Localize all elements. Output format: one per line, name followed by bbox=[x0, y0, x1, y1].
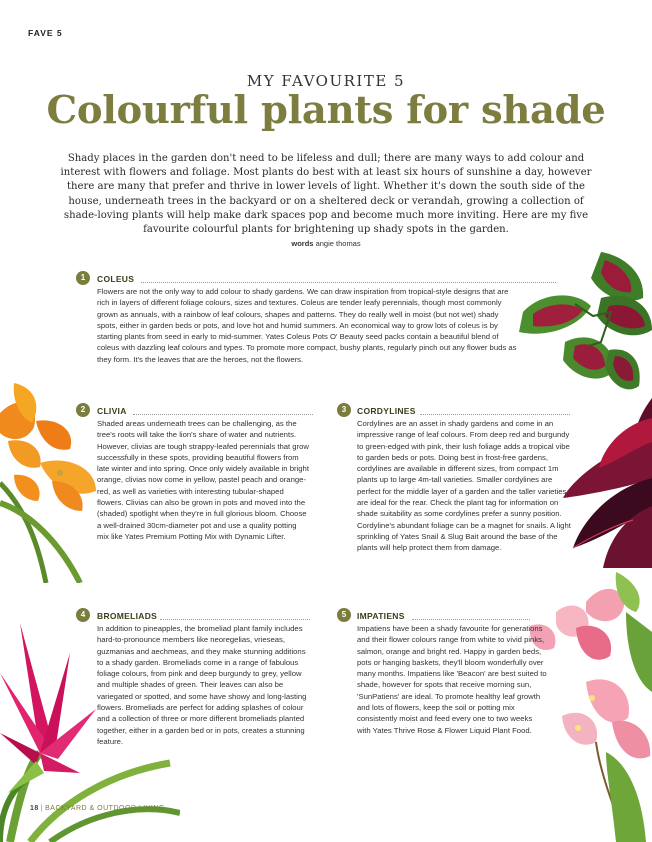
section-tag: FAVE 5 bbox=[28, 28, 63, 38]
dotted-leader bbox=[141, 282, 556, 283]
section-body-impatiens: Impatiens have been a shady favourite for generations and their flower colours range from white to vivid pinks, salmon, orange and bright red. Happy in garden beds, pots or hanging baskets, they'll bloom wonderfully over many months. Impatiens like 'Beacon' are best suited to shade, however for spots that receive morning sun, 'SunPatiens' are ideal. To promote healthy leaf growth and lots of flowers, keep the soil or potting mix consistently moist and feed every one to two weeks with Yates Thrive Rose & Flower Liquid Plant Food. bbox=[357, 624, 547, 735]
intro-paragraph: Shady places in the garden don't need to be lifeless and dull; there are many ways to add colour and interest with flowers and foliage. Most plants do best with at least six hours of sunshine a day, however there are many that prefer and thrive in lower levels of light. Whether it's down the south side of the house, underneath trees in the backyard or on a sheltered deck or verandah, growing a collection of shade-loving plants will help make dark spaces pop and become much more inviting. Here are my five favourite colourful plants for brightening up shady spots in the garden. bbox=[60, 153, 592, 236]
section-number-badge: 2 bbox=[76, 403, 90, 417]
dotted-leader bbox=[412, 619, 530, 620]
section-number-badge: 1 bbox=[76, 271, 90, 285]
coleus-leaves-image bbox=[505, 246, 652, 406]
section-body-cordylines: Cordylines are an asset in shady gardens and come in an impressive range of leaf colours. From deep red and burgundy to green-edged with pink, their lush foliage adds a tropical vibe to garden beds or pots. Doing best in frost-free gardens, cordylines are available in different sizes, from compact 1m plants up to large 4m-tall varieties. Smaller cordylines are perfect for the middle layer of a garden and the taller varieties are ideal for the rear. Check the plant tag for information on shade suitability as some cordylines prefer a sunny position. Cordyline's abundant foliage can be a magnet for snails. A light sprinkling of Yates Snail & Slug Bait around the base of the plants will help protect them from damage. bbox=[357, 419, 571, 553]
page-footer: 18 | BACKYARD & OUTDOOR LIVING bbox=[30, 805, 165, 812]
section-body-coleus: Flowers are not the only way to add colour to shady gardens. We can draw inspiration from tropical-style designs that are rich in layers of different foliage colours, sizes and textures. Coleus are tender leafy perennials, though most commonly grown as annuals, with a rainbow of leaf colours, shapes and patterns. They do really well in moist (but not wet) shady spots, either in garden beds or pots, and love hot and humid summers. An economical way to grow lots of coleus is by starting plants from seed in early to mid-summer. Yates Coleus Pots O' Beauty seed packs contain a beautiful blend of coleus with dazzling leaf colours and types. To promote more compact, bushy plants, regularly pinch out any flower buds as they form. It's the leaves that are the heroes, not the flowers. bbox=[97, 287, 517, 364]
dotted-leader bbox=[133, 414, 313, 415]
section-number-badge: 3 bbox=[337, 403, 351, 417]
page-title: Colourful plants for shade bbox=[46, 88, 606, 133]
dotted-leader bbox=[420, 414, 570, 415]
section-body-clivia: Shaded areas underneath trees can be challenging, as the tree's roots will take the lion's share of water and nutrients. However, clivias are tough strappy-leafed perennials that grow successfully in these spots, providing beautiful flowers from late winter and into spring. Once only widely available in bright orange, clivias now come in yellow, pastel peach and orange-red, as well as varieties with interesting tubular-shaped flowers. Clivias can also be grown in pots and moved into the (shaded) spotlight when they're in full glorious bloom. Choose a well-drained 30cm-diameter pot and use a quality potting mix like Yates Premium Potting Mix with Dynamic Lifter. bbox=[97, 419, 309, 541]
publication-name: BACKYARD & OUTDOOR LIVING bbox=[45, 805, 165, 812]
clivia-flowers-image bbox=[0, 383, 110, 583]
section-heading-impatiens: IMPATIENS bbox=[357, 611, 405, 621]
kicker-heading: MY FAVOURITE 5 bbox=[246, 72, 406, 90]
byline-label: words bbox=[291, 239, 314, 248]
byline-author: angie thomas bbox=[315, 239, 361, 248]
dotted-leader bbox=[160, 619, 310, 620]
section-heading-coleus: COLEUS bbox=[97, 274, 135, 284]
section-heading-cordylines: CORDYLINES bbox=[357, 406, 416, 416]
section-number-badge: 4 bbox=[76, 608, 90, 622]
byline bbox=[0, 239, 652, 248]
section-body-bromeliads: In addition to pineapples, the bromeliad plant family includes hard-to-pronounce members like neoregelias, vrieseas, guzmanias and aechmeas, and they make stunning additions to a shady garden. Bromeliads come in a range of fabulous foliage colours, from pink and deep burgundy to grey, yellow and multiple shades of green. Their leaves can also be variegated or spotted, and some have showy and long-lasting flowers. Bromeliads are perfect for adding splashes of colour and a collection of three or more different bromeliads planted together, either in a garden bed or in pots, creates a stunning feature. bbox=[97, 624, 307, 746]
section-heading-clivia: CLIVIA bbox=[97, 406, 127, 416]
section-heading-bromeliads: BROMELIADS bbox=[97, 611, 158, 621]
page-number: 18 bbox=[30, 805, 39, 812]
section-number-badge: 5 bbox=[337, 608, 351, 622]
